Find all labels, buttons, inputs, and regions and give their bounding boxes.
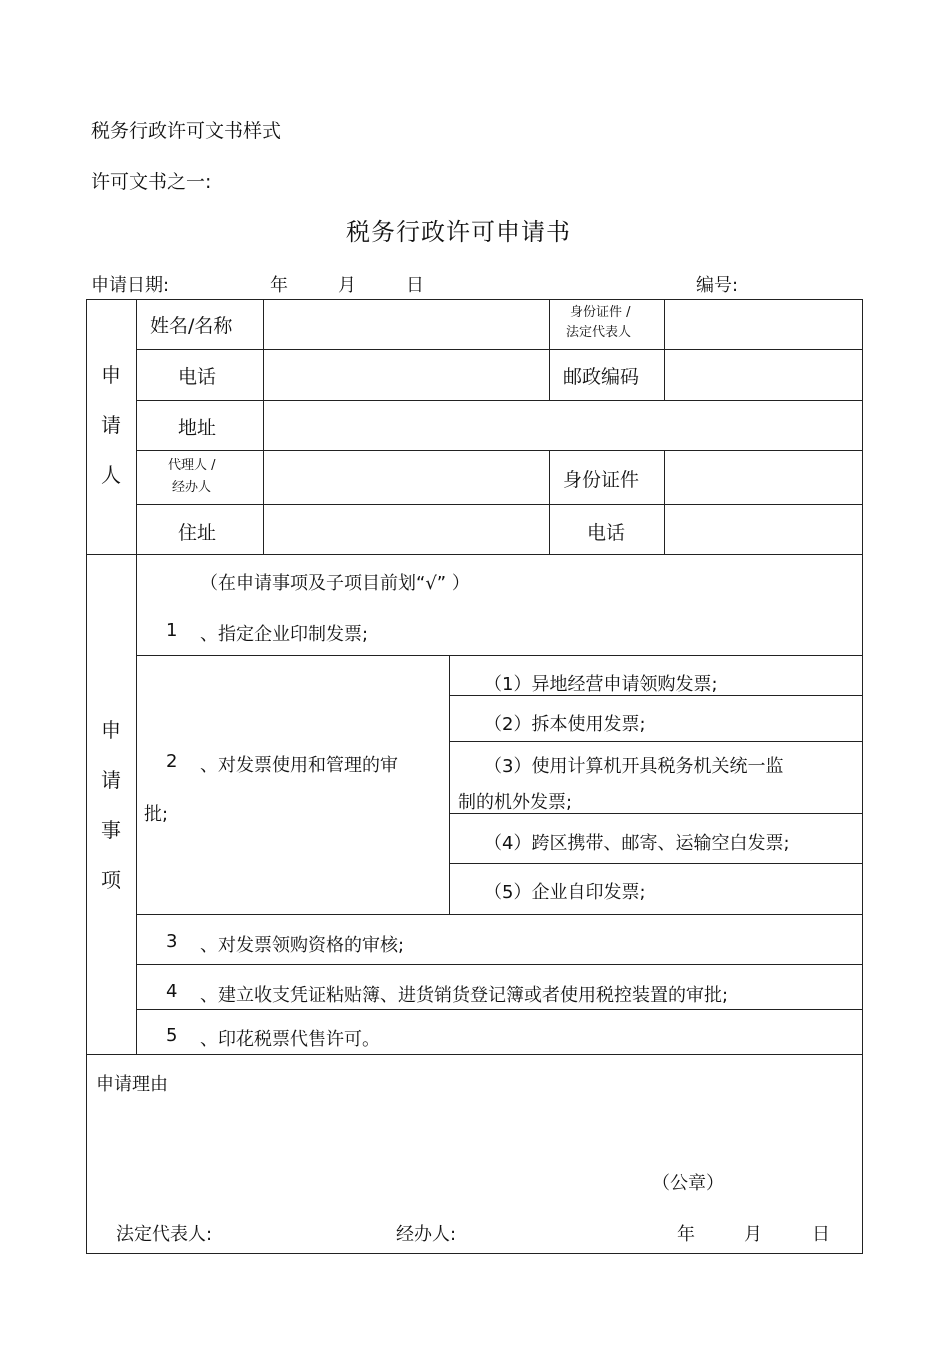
matters-instruction: （在申请事项及子项目前划“√” ） [200,573,470,594]
agent-label-2: 经办人 [172,480,212,495]
address-label: 地址 [178,417,217,439]
agent-label-1: 代理人 / [168,458,216,473]
sub-item-3a: （3）使用计算机开具税务机关统一监 [484,756,784,777]
item2-text-b: 批; [144,804,169,825]
postcode-label: 邮政编码 [563,366,640,388]
matters-label-char: 事 [101,818,121,842]
id-legal-rep-label-1: 身份证件 / [570,305,631,320]
id-legal-rep-label-2: 法定代表人 [566,325,632,340]
applicant-label-char: 申 [101,363,121,387]
sub-heading: 许可文书之一: [91,171,212,193]
applicant-section-label [86,350,136,500]
legal-rep-signature-label: 法定代表人: [116,1224,213,1245]
date-year: 年 [270,275,288,296]
agent-id-label: 身份证件 [563,469,640,491]
doc-heading: 税务行政许可文书样式 [91,120,282,142]
matters-label-char: 项 [101,868,121,892]
date-label: 申请日期: [91,275,170,296]
item4-number: 4 [166,981,178,1002]
item1-number: 1 [166,620,178,641]
sub-item-4: （4）跨区携带、邮寄、运输空白发票; [484,833,790,854]
item3-text: 、对发票领购资格的审核; [200,935,405,956]
seal-label: （公章） [652,1173,724,1194]
sub-item-3b: 制的机外发票; [458,792,573,813]
item4-text: 、建立收支凭证粘贴簿、进货销货登记簿或者使用税控装置的审批; [200,985,729,1006]
number-label: 编号: [696,275,739,296]
name-label: 姓名/名称 [150,315,233,337]
sub-item-1: （1）异地经营申请领购发票; [484,674,718,695]
item5-number: 5 [166,1025,178,1046]
sign-month: 月 [744,1224,762,1245]
agent-phone-label: 电话 [587,522,626,544]
item2-text-a: 、对发票使用和管理的审 [200,755,398,776]
matters-section-label [86,705,136,905]
handler-signature-label: 经办人: [396,1224,457,1245]
sub-item-2: （2）拆本使用发票; [484,714,646,735]
matters-label-char: 请 [101,768,121,792]
applicant-label-char: 请 [101,413,121,437]
form-title: 税务行政许可申请书 [346,218,571,246]
item2-number: 2 [166,751,178,772]
applicant-label-char: 人 [101,463,121,487]
item5-text: 、印花税票代售许可。 [200,1029,380,1050]
phone-label: 电话 [178,366,217,388]
date-month: 月 [338,275,356,296]
sign-day: 日 [812,1224,830,1245]
matters-label-char: 申 [101,718,121,742]
item3-number: 3 [166,931,178,952]
residence-label: 住址 [178,522,217,544]
date-day: 日 [406,275,424,296]
item1-text: 、指定企业印制发票; [200,624,369,645]
sign-year: 年 [677,1224,695,1245]
sub-item-5: （5）企业自印发票; [484,882,646,903]
reason-label: 申请理由 [96,1074,168,1095]
